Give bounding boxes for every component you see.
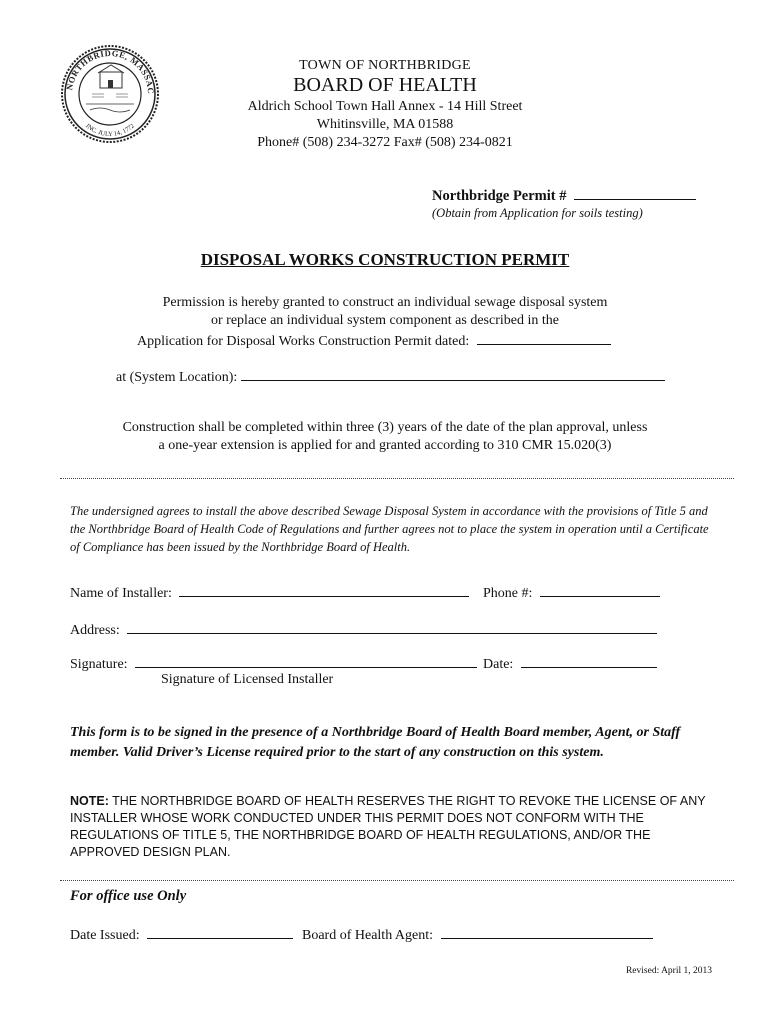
health-agent-label: Board of Health Agent:	[302, 928, 434, 943]
system-location-blank[interactable]	[241, 367, 665, 381]
permit-number-blank[interactable]	[574, 186, 696, 200]
svg-text:TOWN OF NORTHBRIDGE, MASSACHUS: NORTHBRIDGE, MASSAC	[64, 47, 157, 95]
installer-signature-field	[70, 654, 477, 673]
completion-line-2: a one-year extension is applied for and granted according to 310 CMR 15.020(3)	[158, 438, 612, 453]
installer-signature-label: Signature:	[70, 657, 128, 672]
installer-date-field	[483, 654, 657, 673]
application-date-blank[interactable]	[477, 331, 611, 345]
town-name: TOWN OF NORTHBRIDGE	[299, 58, 471, 73]
system-location-label: at (System Location):	[116, 370, 238, 385]
installer-signature-blank[interactable]	[135, 654, 477, 668]
revocation-note	[70, 793, 710, 861]
installer-address-blank[interactable]	[127, 620, 657, 634]
board-name: BOARD OF HEALTH	[293, 74, 477, 96]
signature-caption: Signature of Licensed Installer	[161, 672, 334, 687]
permission-line-1: Permission is hereby granted to construct an individual sewage disposal system	[162, 295, 608, 310]
completion-line-1: Construction shall be completed within three (3) years of the date of the plan approval, unless	[122, 420, 648, 435]
installer-name-label: Name of Installer:	[70, 586, 172, 601]
installer-phone-label: Phone #:	[483, 586, 533, 601]
permission-line-2: or replace an individual system component as described in the	[211, 313, 559, 328]
svg-text:INC. JULY 14, 1772: INC. JULY 14, 1772	[84, 122, 136, 139]
address-line-1: Aldrich School Town Hall Annex - 14 Hill Street	[247, 99, 523, 114]
installer-address-label: Address:	[70, 623, 120, 638]
presence-notice: This form is to be signed in the presence of a Northbridge Board of Health Board member, Agent, or Staff member. Valid Driver’s License required prior to the start of any construction on this system.	[70, 725, 681, 760]
permit-number-note: (Obtain from Application for soils testing)	[432, 206, 643, 220]
permit-number-field	[432, 186, 696, 205]
phone-fax-line: Phone# (508) 234-3272 Fax# (508) 234-0821	[257, 135, 513, 150]
date-issued-label: Date Issued:	[70, 928, 140, 943]
health-agent-field	[302, 925, 653, 944]
note-label: NOTE:	[70, 794, 109, 808]
installer-address-field	[70, 620, 657, 639]
installer-agreement: The undersigned agrees to install the above described Sewage Disposal System in accordance with the provisions of Title 5 and the Northbridge Board of Health Code of Regulations and further agrees not to place the system in operation until a Certificate of Compliance has been issued by the Northbridge Board of Health.	[70, 504, 709, 554]
installer-name-field	[70, 583, 469, 602]
date-issued-field	[70, 925, 293, 944]
installer-date-label: Date:	[483, 657, 514, 672]
permit-number-label: Northbridge Permit #	[432, 188, 567, 204]
note-text: THE NORTHBRIDGE BOARD OF HEALTH RESERVES THE RIGHT TO REVOKE THE LICENSE OF ANY INSTALLER WHOSE WORK CONDUCTED UNDER THIS PERMIT DOES NOT CONFORM WITH THE REGULATIONS OF TITLE 5, THE NORTHBRIDGE BOARD OF HEALTH REGULATIONS, AND/OR THE APPROVED DESIGN PLAN.	[70, 794, 706, 859]
installer-phone-blank[interactable]	[540, 583, 660, 597]
application-date-label: Application for Disposal Works Construction Permit dated:	[137, 334, 470, 349]
town-seal	[60, 44, 160, 144]
address-line-2: Whitinsville, MA 01588	[316, 117, 454, 132]
application-date-field	[137, 331, 611, 350]
date-issued-blank[interactable]	[147, 925, 293, 939]
installer-phone-field	[483, 583, 660, 602]
health-agent-blank[interactable]	[441, 925, 653, 939]
revision-date: Revised: April 1, 2013	[625, 966, 712, 976]
installer-date-blank[interactable]	[521, 654, 657, 668]
office-use-heading: For office use Only	[70, 888, 187, 904]
office-divider	[60, 880, 734, 881]
section-divider	[60, 478, 734, 479]
installer-name-blank[interactable]	[179, 583, 469, 597]
system-location-field	[116, 367, 665, 386]
document-title: DISPOSAL WORKS CONSTRUCTION PERMIT	[200, 250, 570, 269]
